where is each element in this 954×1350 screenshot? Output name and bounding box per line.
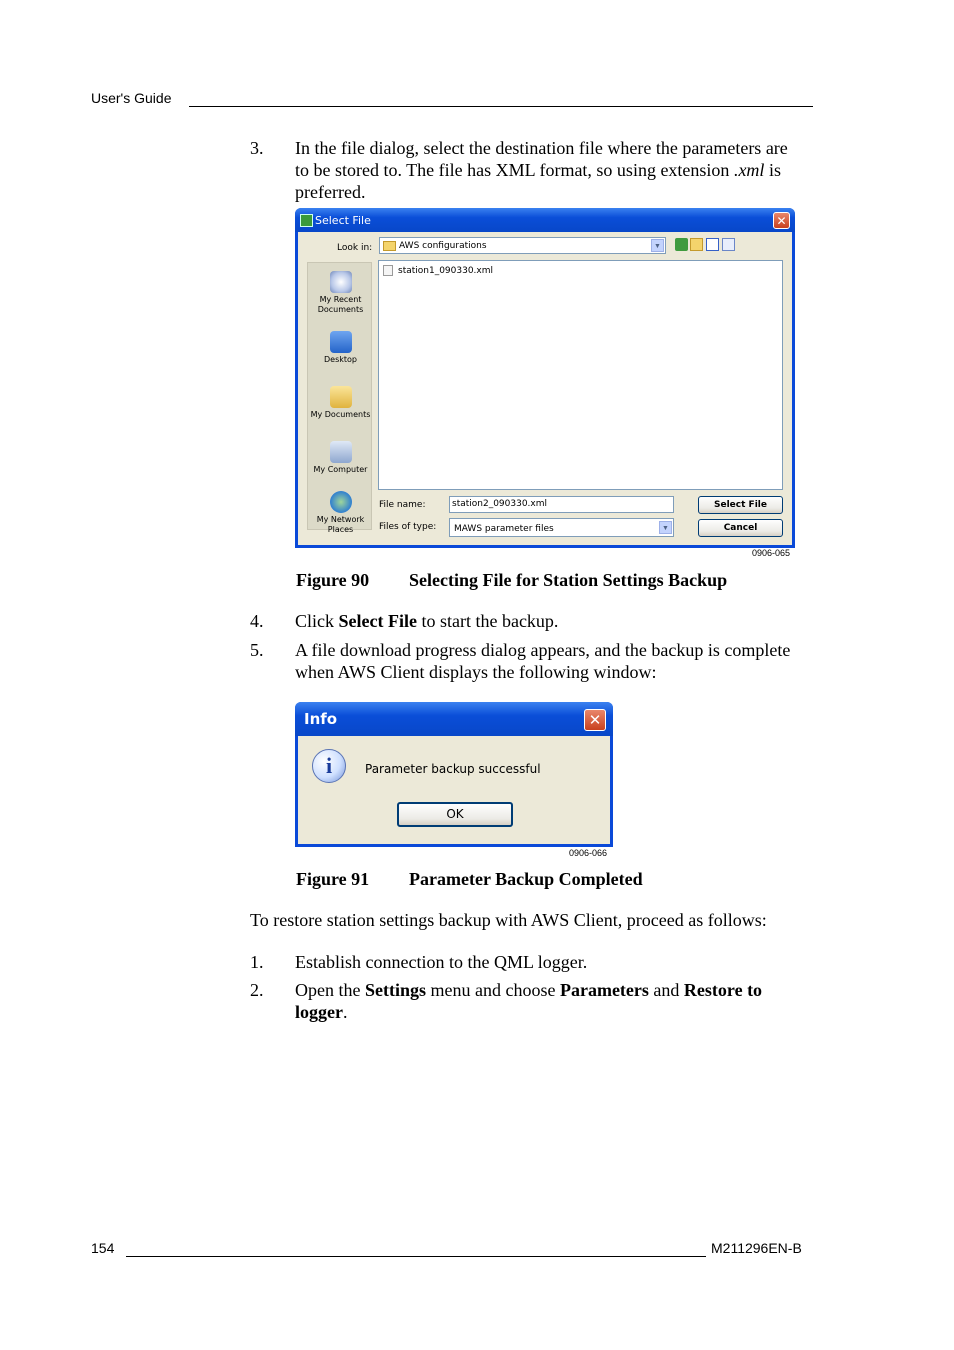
xml-file-icon bbox=[383, 265, 393, 276]
chevron-down-icon[interactable]: ▼ bbox=[659, 521, 672, 534]
info-titlebar bbox=[295, 702, 613, 736]
select-file-dialog bbox=[295, 208, 795, 548]
step-text: A file download progress dialog appears, and the backup is complete when AWS Client displays the following window: bbox=[295, 640, 791, 682]
step-text: Establish connection to the QML logger. bbox=[295, 952, 588, 972]
info-message: Parameter backup successful bbox=[365, 762, 541, 776]
page-number: 154 bbox=[91, 1240, 115, 1256]
step-number: 1. bbox=[250, 952, 264, 972]
information-icon: i bbox=[312, 749, 346, 783]
step-text: Open the Settings menu and choose Parameters and Restore to logger. bbox=[295, 980, 763, 1022]
file-type-label: Files of type: bbox=[379, 522, 437, 532]
file-name-label: File name: bbox=[379, 500, 426, 510]
running-header: User's Guide bbox=[91, 90, 172, 106]
documents-folder-icon bbox=[330, 386, 352, 408]
figure-code: 0906-065 bbox=[752, 548, 791, 558]
dialog-titlebar bbox=[295, 208, 795, 232]
dialog-title: Select File bbox=[315, 214, 371, 227]
info-title: Info bbox=[304, 710, 338, 728]
restore-intro: To restore station settings backup with AWS Client, proceed as follows: bbox=[250, 910, 767, 930]
look-in-select[interactable] bbox=[379, 237, 666, 254]
file-type-select[interactable] bbox=[449, 518, 674, 537]
file-type-value: MAWS parameter files bbox=[454, 524, 554, 534]
step-number: 5. bbox=[250, 640, 264, 660]
info-body bbox=[298, 736, 610, 844]
file-name: station1_090330.xml bbox=[398, 266, 494, 276]
close-icon[interactable]: ✕ bbox=[584, 709, 606, 731]
figure-title: Selecting File for Station Settings Backup bbox=[409, 570, 728, 590]
tools-icon[interactable] bbox=[722, 238, 735, 251]
app-icon bbox=[300, 214, 313, 227]
step-text: In the file dialog, select the destination file where the parameters are to be stored to. The file has XML format, so using extension .xml is preferred. bbox=[295, 138, 788, 202]
look-in-label: Look in: bbox=[337, 243, 373, 253]
figure-code: 0906-066 bbox=[569, 848, 608, 858]
places-bar bbox=[307, 262, 372, 534]
footer-rule bbox=[126, 1256, 706, 1257]
step-text: Click Select File to start the backup. bbox=[295, 611, 559, 631]
place-my-documents[interactable]: My Documents bbox=[308, 386, 373, 420]
new-folder-icon[interactable] bbox=[690, 238, 703, 251]
place-desktop[interactable]: Desktop bbox=[308, 331, 373, 365]
figure-number: Figure 91 bbox=[296, 869, 370, 889]
cancel-button[interactable]: Cancel bbox=[698, 519, 783, 537]
select-file-button[interactable]: Select File bbox=[698, 496, 783, 514]
computer-icon bbox=[330, 441, 352, 463]
folder-icon bbox=[383, 241, 396, 251]
place-my-network[interactable]: My Network Places bbox=[308, 491, 373, 535]
figure-number: Figure 90 bbox=[296, 570, 370, 590]
ok-button[interactable]: OK bbox=[397, 802, 513, 827]
document-code: M211296EN-B bbox=[711, 1240, 802, 1256]
close-icon[interactable]: ✕ bbox=[773, 212, 790, 229]
figure-title: Parameter Backup Completed bbox=[409, 869, 643, 889]
network-globe-icon bbox=[330, 491, 352, 513]
header-rule bbox=[189, 106, 813, 107]
desktop-icon bbox=[330, 331, 352, 353]
clock-icon bbox=[330, 271, 352, 293]
dialog-body bbox=[298, 232, 792, 545]
chevron-down-icon[interactable]: ▼ bbox=[651, 239, 664, 252]
view-menu-icon[interactable] bbox=[706, 238, 719, 251]
step-number: 3. bbox=[250, 138, 264, 158]
step-number: 2. bbox=[250, 980, 264, 1000]
look-in-value: AWS configurations bbox=[399, 241, 487, 251]
file-name-input[interactable]: station2_090330.xml bbox=[449, 496, 674, 513]
file-list[interactable] bbox=[378, 260, 783, 490]
place-my-computer[interactable]: My Computer bbox=[308, 441, 373, 475]
place-recent-documents[interactable]: My Recent Documents bbox=[308, 271, 373, 315]
step-number: 4. bbox=[250, 611, 264, 631]
xml-extension: .xml bbox=[733, 160, 765, 180]
up-folder-icon[interactable] bbox=[675, 238, 688, 251]
info-dialog bbox=[295, 702, 613, 847]
